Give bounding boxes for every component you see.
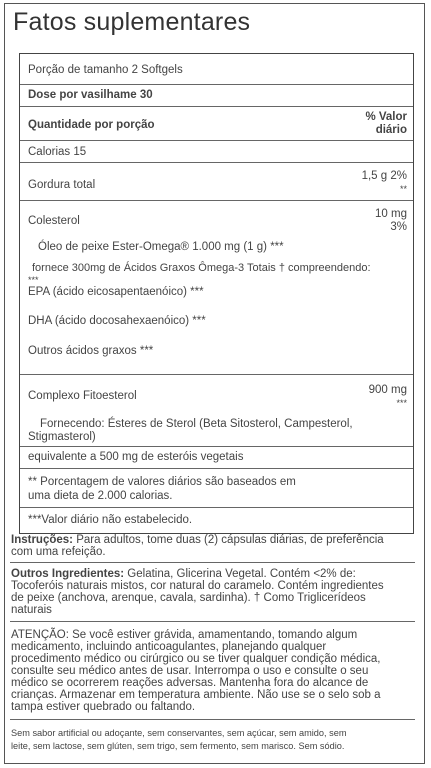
ingredients-text-line4: naturais <box>11 604 52 616</box>
divider <box>20 200 413 201</box>
divider <box>20 446 413 447</box>
instructions-text-line1: Para adultos, tome duas (2) cápsulas diárias, de preferência <box>73 534 384 546</box>
instructions <box>11 534 414 558</box>
warning-line: médico se ocorrerem reações adversas. Mantenha fora do alcance de <box>11 677 369 689</box>
free-from-line2: leite, sem lactose, sem glúten, sem trigo, sem fermento, sem marisco. Sem sódio. <box>11 741 345 751</box>
ingredients-text-line1: Gelatina, Glicerina Vegetal. Contém <2% de: <box>124 568 356 580</box>
divider <box>10 719 415 720</box>
panel-title: Fatos suplementares <box>13 8 251 36</box>
epa: EPA (ácido eicosapentaenóico) *** <box>28 286 204 298</box>
instructions-text-line2: com uma refeição. <box>11 546 106 558</box>
warning-line: tampa estiver quebrado ou faltando. <box>11 701 196 713</box>
ingredients-label: Outros Ingredientes: <box>11 568 125 580</box>
footnote-dv-line2: uma dieta de 2.000 calorias. <box>28 490 173 502</box>
divider <box>20 84 413 85</box>
divider <box>20 162 413 163</box>
divider <box>10 562 415 563</box>
total-fat-amount: 1,5 g 2% <box>361 170 407 182</box>
divider <box>10 621 415 622</box>
free-from-line1: Sem sabor artificial ou adoçante, sem conservantes, sem açúcar, sem amido, sem <box>11 728 347 738</box>
warning-line: medicamento, incluindo anticoagulantes, planejando qualquer <box>11 641 327 653</box>
plant-sterols-equivalent: equivalente a 500 mg de esteróis vegetais <box>28 451 244 463</box>
footnote-not-established: ***Valor diário não estabelecido. <box>28 514 193 526</box>
phytosterol-source-line2: Stigmasterol) <box>28 431 96 443</box>
divider <box>20 507 413 508</box>
phytosterol-note: *** <box>396 398 407 408</box>
dv-label-line2: diário <box>375 124 407 136</box>
cholesterol-label: Colesterol <box>28 215 80 227</box>
fish-oil: Óleo de peixe Ester-Omega® 1.000 mg (1 g) *** <box>38 241 284 253</box>
divider <box>20 374 413 375</box>
footnote-dv-line1: ** Porcentagem de valores diários são baseados em <box>28 476 296 488</box>
free-from-statement <box>11 727 414 753</box>
divider <box>20 106 413 107</box>
divider <box>20 140 413 141</box>
omega3-provides: fornece 300mg de Ácidos Graxos Ômega-3 Totais † compreendendo: <box>32 262 371 274</box>
phytosterol-amount: 900 mg <box>368 384 407 396</box>
amount-per-serving-label: Quantidade por porção <box>28 119 155 131</box>
servings-per-container: Dose por vasilhame 30 <box>28 89 153 101</box>
phytosterol-source-line1: Fornecendo: Ésteres de Sterol (Beta Sitosterol, Campesterol, <box>40 418 353 430</box>
cholesterol-dv: 3% <box>390 221 407 233</box>
warning-line: procedimento médico ou cirúrgico ou se tiver qualquer condição médica, <box>11 653 381 665</box>
facts-box <box>19 53 414 534</box>
ingredients-text-line2: Tocoferóis naturais mistos, cor natural do caramelo. Contém ingredientes <box>11 580 384 592</box>
other-fatty-acids: Outros ácidos graxos *** <box>28 345 154 357</box>
instructions-label: Instruções: <box>11 534 73 546</box>
warning-line: ATENÇÃO: Se você estiver grávida, amamentando, tomando algum <box>11 629 358 641</box>
warning-line: crianças. Armazenar em temperatura ambiente. Não use se o selo sob a <box>11 689 381 701</box>
calories: Calorias 15 <box>28 146 87 158</box>
total-fat-label: Gordura total <box>28 179 96 191</box>
serving-size: Porção de tamanho 2 Softgels <box>28 64 183 76</box>
phytosterol-label: Complexo Fitoesterol <box>28 390 137 402</box>
ingredients-text-line3: de peixe (anchova, arenque, cavala, sardinha). † Como Triglicerídeos <box>11 592 366 604</box>
divider <box>20 468 413 469</box>
total-fat-note: ** <box>399 184 407 194</box>
other-ingredients <box>11 568 414 616</box>
warning <box>11 629 414 713</box>
dha: DHA (ácido docosahexaenóico) *** <box>28 315 206 327</box>
warning-line: consulte seu médico antes de usar. Interrompa o uso e consulte o seu <box>11 665 369 677</box>
cholesterol-amount: 10 mg <box>375 208 407 220</box>
omega3-note: *** <box>28 275 39 285</box>
dv-label-line1: % Valor <box>365 111 407 123</box>
